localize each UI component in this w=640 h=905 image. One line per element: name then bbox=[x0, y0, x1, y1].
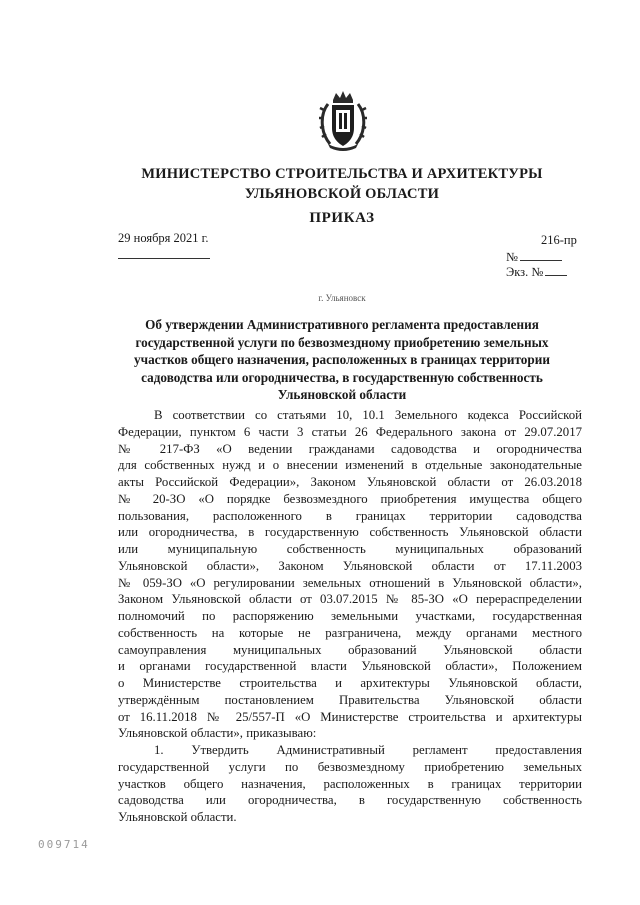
body-line: о Министерстве строительства и архитектуры Ульяновской области, bbox=[118, 676, 582, 690]
body-line: от 16.11.2018 № 25/557-П «О Министерстве строительства и архитектуры bbox=[118, 709, 582, 724]
body-line: № 217-ФЗ «О ведении гражданами садоводства и огородничества bbox=[118, 441, 582, 456]
body-line: № 20-ЗО «О порядке безвозмездного приобретения имущества общего bbox=[118, 491, 582, 506]
body-line: Федерации, пунктом 6 части 3 статьи 26 Федерального закона от 29.07.2017 bbox=[118, 424, 582, 439]
order-number: 216-пр bbox=[541, 233, 577, 247]
order-body bbox=[118, 407, 582, 826]
serial-stamp: 009714 bbox=[38, 838, 90, 851]
body-line: самоуправления муниципальных образований Ульяновской области bbox=[118, 642, 582, 657]
subject-line: участков общего назначения, расположенных в границах территории bbox=[134, 352, 550, 368]
body-line: В соответствии со статьями 10, 10.1 Земельного кодекса Российской bbox=[154, 408, 582, 422]
body-line: садоводства или огородничества, в государственную собственность bbox=[118, 793, 582, 808]
body-line: или муниципальную собственность муниципальных образований bbox=[118, 542, 582, 556]
body-line: утверждённым постановлением Правительства Ульяновской области bbox=[118, 692, 582, 707]
order-subject bbox=[120, 316, 564, 404]
subject-line: Об утверждении Административного регламента предоставления bbox=[145, 317, 539, 332]
body-line: полномочий по распоряжению земельными участками, государственная bbox=[118, 609, 582, 623]
order-date: 29 ноября 2021 г. bbox=[118, 231, 209, 245]
subject-line: государственной услуги по безвозмездному приобретению земельных bbox=[135, 334, 549, 350]
body-line: собственность на которые не разграничена, между органами местного bbox=[118, 625, 582, 640]
order-title: ПРИКАЗ bbox=[309, 210, 375, 226]
body-line: 1. Утвердить Административный регламент предоставления bbox=[154, 743, 582, 757]
copy-number-blank bbox=[545, 263, 567, 276]
order-number-label: № bbox=[506, 250, 518, 264]
body-line: акты Российской Федерации», Законом Ульяновской области от 26.03.2018 bbox=[118, 475, 582, 489]
subject-line: садоводства или огородничества, в государственную собственность bbox=[141, 369, 543, 385]
city-name: г. Ульяновск bbox=[318, 293, 366, 303]
date-underline bbox=[118, 258, 210, 259]
body-line: Ульяновской области. bbox=[118, 810, 237, 824]
body-line: и органами государственной власти Ульяновской области», Положением bbox=[118, 659, 582, 674]
order-number-blank bbox=[520, 248, 562, 261]
body-line: или огородничества, в государственную собственность Ульяновской области bbox=[118, 525, 582, 540]
ulyanovsk-coat-of-arms-icon bbox=[318, 90, 368, 152]
subject-line: Ульяновской области bbox=[277, 387, 407, 403]
copy-number-row bbox=[506, 263, 567, 280]
body-line: пользования, расположенного в границах территории садоводства bbox=[118, 508, 582, 523]
body-line: для собственных нужд и о внесении изменений в отдельные законодательные bbox=[118, 458, 582, 473]
body-line: Ульяновской области», приказываю: bbox=[118, 726, 317, 741]
body-line: Ульяновской области», Законом Ульяновской области от 17.11.2003 bbox=[118, 558, 582, 573]
ministry-name bbox=[120, 164, 564, 204]
body-line: № 059-ЗО «О регулировании земельных отношений в Ульяновской области», bbox=[118, 575, 582, 590]
body-line: Законом Ульяновской области от 03.07.2015 № 85-ЗО «О перераспределении bbox=[118, 592, 582, 607]
body-line: участков общего назначения, расположенных в границах территории bbox=[118, 776, 582, 791]
copy-number-label: Экз. № bbox=[506, 265, 544, 279]
ministry-line-1: МИНИСТЕРСТВО СТРОИТЕЛЬСТВА И АРХИТЕКТУРЫ bbox=[141, 166, 543, 182]
body-line: государственной услуги по безвозмездному приобретению земельных bbox=[118, 759, 582, 774]
ministry-line-2: УЛЬЯНОВСКОЙ ОБЛАСТИ bbox=[244, 186, 440, 202]
